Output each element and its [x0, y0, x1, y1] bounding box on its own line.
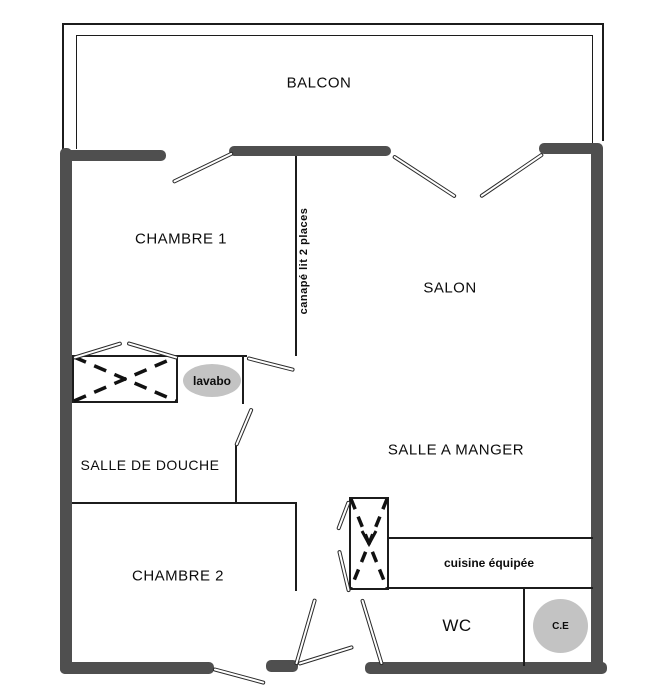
balcony-rail-left-outer [62, 23, 64, 151]
partition-chambre2-hall [295, 503, 297, 591]
wall-top-left-segment [60, 150, 166, 161]
kitchen-counter-bottom-line [389, 587, 593, 589]
wall-right [591, 144, 603, 674]
partition-lavabo-right [242, 355, 244, 404]
room-label-salon: SALON [423, 279, 477, 297]
room-label-chambre2: CHAMBRE 2 [131, 567, 225, 585]
canape-label: canapé lit 2 places [298, 207, 310, 315]
door-leaf-entry-outside [212, 667, 265, 685]
lavabo-label: lavabo [192, 373, 231, 388]
balcony-rail-right-outer [602, 23, 604, 141]
partition-douche-chambre2 [72, 502, 297, 504]
cuisine-label: cuisine équipée [443, 556, 535, 570]
window-leaf-chambre1 [172, 151, 234, 184]
wall-top-middle-segment [229, 146, 391, 156]
room-label-salle-de-douche: SALLE DE DOUCHE [80, 457, 220, 473]
room-label-chambre1: CHAMBRE 1 [134, 230, 228, 248]
kitchen-counter-top-line [389, 537, 593, 539]
wall-bottom-entry-pier [266, 660, 298, 672]
placard-box [349, 497, 389, 590]
partition-hall-douche [235, 444, 237, 504]
partition-wc-ce [523, 588, 525, 666]
wall-left [60, 148, 72, 674]
shower-closet-box [72, 355, 178, 403]
partition-hall-top [178, 355, 247, 357]
balcony-rail-left-inner [76, 35, 77, 149]
partition-chambre1-salon [295, 156, 297, 356]
balcony-rail-right-inner [592, 35, 593, 145]
door-leaf-hall [247, 356, 295, 372]
lavabo-ellipse [183, 364, 241, 397]
door-leaf-chambre2 [294, 598, 317, 665]
door-leaf-salon-right [479, 152, 544, 198]
balcony-rail-top-outer [63, 23, 603, 25]
water-heater-label: C.E [552, 620, 569, 632]
room-label-wc: WC [442, 616, 472, 635]
wall-bottom-right-segment [365, 662, 607, 674]
door-leaf-wc [360, 598, 384, 665]
water-heater-circle [533, 599, 588, 653]
door-leaf-salon-left [392, 154, 457, 198]
door-leaf-douche [234, 407, 254, 446]
balcony-rail-top-inner [76, 35, 592, 36]
room-label-balcon: BALCON [286, 74, 352, 92]
wall-bottom-left-segment [60, 662, 214, 674]
door-leaf-entry [297, 645, 354, 666]
room-label-salle-a-manger: SALLE A MANGER [387, 441, 525, 459]
